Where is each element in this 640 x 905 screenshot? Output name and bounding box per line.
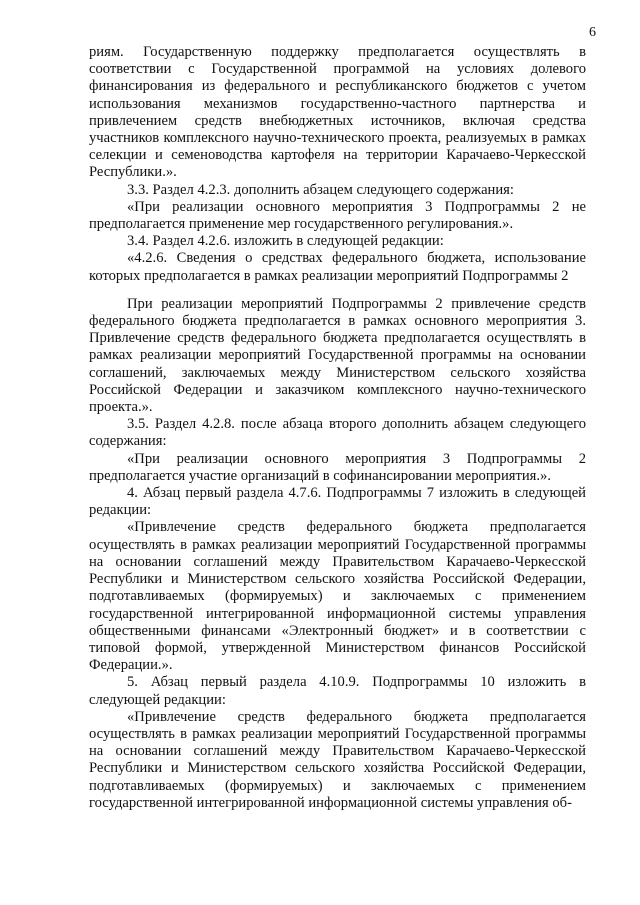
- paragraph-3-5: 3.5. Раздел 4.2.8. после абзаца второго дополнить абзацем следующего содержания:: [89, 416, 586, 450]
- paragraph-4-quote: «Привлечение средств федерального бюджета предполагается осуществлять в рамках реализации мероприятий Государственной программы на основании соглашений между Правительством Карачаево-Черкесской Республики и Министерством сельского хозяйства Российской Федерации, подготавливаемых (формируемых) и заключаемых с применением государственной интегрированной информационной системы управления общественными финансами «Электронный бюджет» и в соответствии с типовой формой, утвержденной Министерством финансов Российской Федерации.».: [89, 519, 586, 674]
- page-number: 6: [589, 25, 596, 40]
- paragraph-4-2-6-body: При реализации мероприятий Подпрограммы 2 привлечение средств федерального бюджета предполагается в рамках основного мероприятия 3. Привлечение средств федерального бюджета предполагается осуществлять в рамках реализации мероприятий Государственной программы на основании соглашений, заключаемых между Министерством сельского хозяйства Российской Федерации и заказчиком комплексного научно-технического проекта.».: [89, 295, 586, 416]
- paragraph-5-quote: «Привлечение средств федерального бюджета предполагается осуществлять в рамках реализации мероприятий Государственной программы на основании соглашений между Правительством Карачаево-Черкесской Республики и Министерством сельского хозяйства Российской Федерации, подготавливаемых (формируемых) и заключаемых с применением государственной интегрированной информационной системы управления об-: [89, 708, 586, 811]
- paragraph-3-4: 3.4. Раздел 4.2.6. изложить в следующей редакции:: [127, 233, 444, 250]
- paragraph-4: 4. Абзац первый раздела 4.7.6. Подпрограммы 7 изложить в следующей редакции:: [89, 485, 586, 519]
- paragraph-3-3-quote: «При реализации основного мероприятия 3 Подпрограммы 2 не предполагается применение мер государственного регулирования.».: [89, 198, 586, 233]
- paragraph-4-2-6-heading: «4.2.6. Сведения о средствах федерального бюджета, использование которых предполагается в рамках реализации мероприятий Подпрограммы 2: [89, 250, 586, 284]
- document-body: [89, 44, 586, 812]
- paragraph-3-3: 3.3. Раздел 4.2.3. дополнить абзацем следующего содержания:: [127, 181, 514, 198]
- paragraph-5: 5. Абзац первый раздела 4.10.9. Подпрограммы 10 изложить в следующей редакции:: [89, 674, 586, 708]
- paragraph-continuation: риям. Государственную поддержку предполагается осуществлять в соответствии с Государственной программой на условиях долевого финансирования из федерального и республиканского бюджетов с учетом использования механизмов государственно-частного партнерства и привлечением средств внебюджетных источников, включая средства участников комплексного научно-технического проекта, реализуемых в рамках селекции и семеноводства картофеля на территории Карачаево-Черкесской Республики.».: [89, 44, 586, 181]
- paragraph-3-5-quote: «При реализации основного мероприятия 3 Подпрограммы 2 предполагается участие организаций в софинансировании мероприятия.».: [89, 450, 586, 484]
